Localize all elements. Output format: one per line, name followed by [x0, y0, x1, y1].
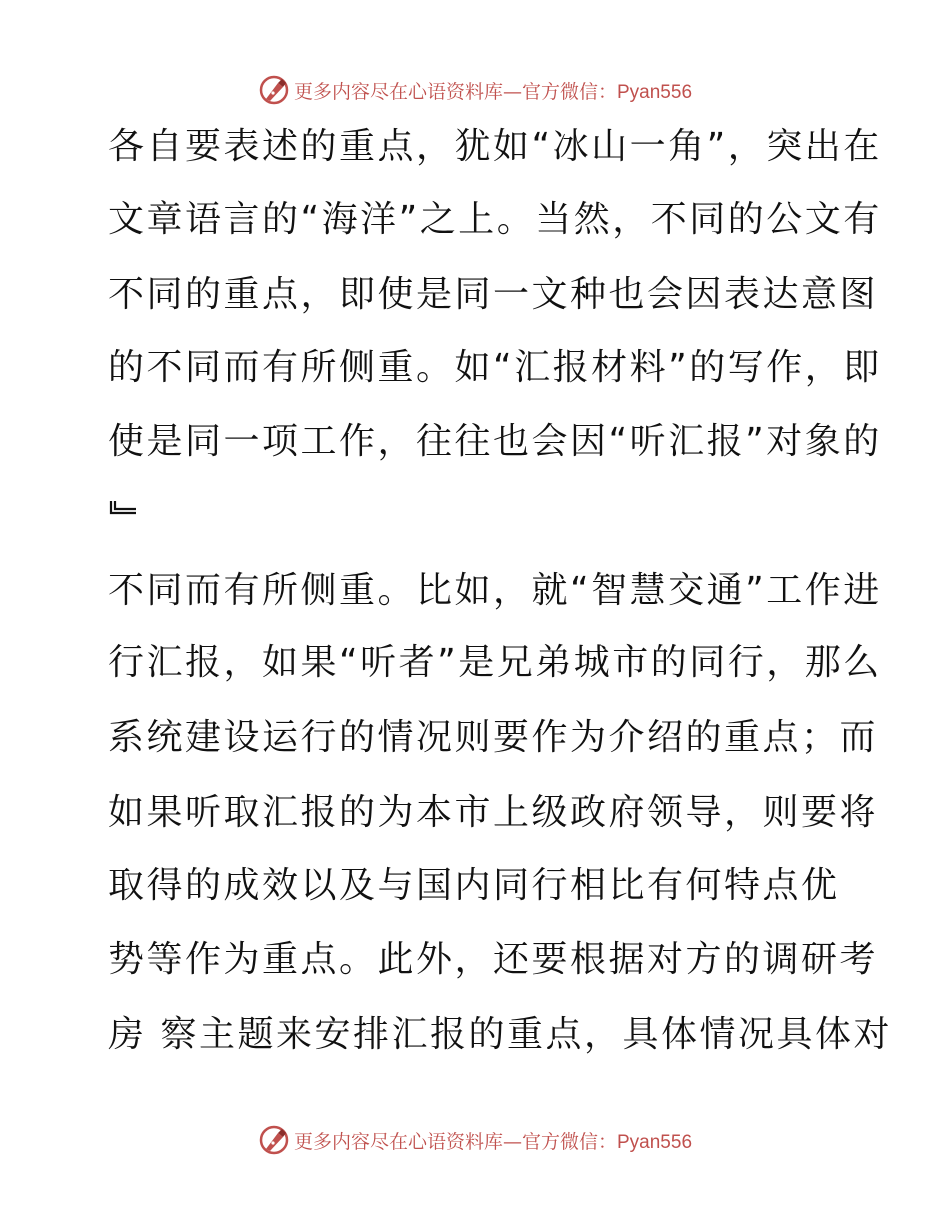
banner-text: 更多内容尽在心语资料库—官方微信：Pyan556 — [293, 1130, 693, 1153]
text-line: 的不同而有所侧重。如“汇报材料”的写作，即 — [108, 347, 882, 388]
text-line: 系统建设运行的情况则要作为介绍的重点；而 — [108, 717, 879, 758]
text-line: 使是同一项工作，往往也会因“听汇报”对象的 — [108, 421, 882, 462]
text-line: 行汇报，如果“听者”是兄弟城市的同行，那么 — [108, 642, 882, 683]
pen-nib-icon — [258, 1124, 290, 1156]
text-line: 不同而有所侧重。比如，就“智慧交通”工作进 — [108, 570, 882, 611]
section-break-icon — [109, 500, 137, 516]
banner-text: 更多内容尽在心语资料库—官方微信：Pyan556 — [293, 80, 693, 103]
text-line: 不同的重点，即使是同一文种也会因表达意图 — [108, 274, 879, 315]
text-line: 各自要表述的重点，犹如“冰山一角”，突出在 — [108, 126, 882, 167]
footer-banner — [0, 1120, 950, 1160]
text-line: 势等作为重点。此外，还要根据对方的调研考 — [108, 939, 879, 980]
text-line: 取得的成效以及与国内同行相比有何特点优 — [108, 865, 840, 906]
text-line: 房 察主题来安排汇报的重点，具体情况具体对 — [108, 1014, 892, 1055]
text-line: 如果听取汇报的为本市上级政府领导，则要将 — [108, 792, 879, 833]
text-line: 文章语言的“海洋”之上。当然，不同的公文有 — [108, 199, 882, 240]
